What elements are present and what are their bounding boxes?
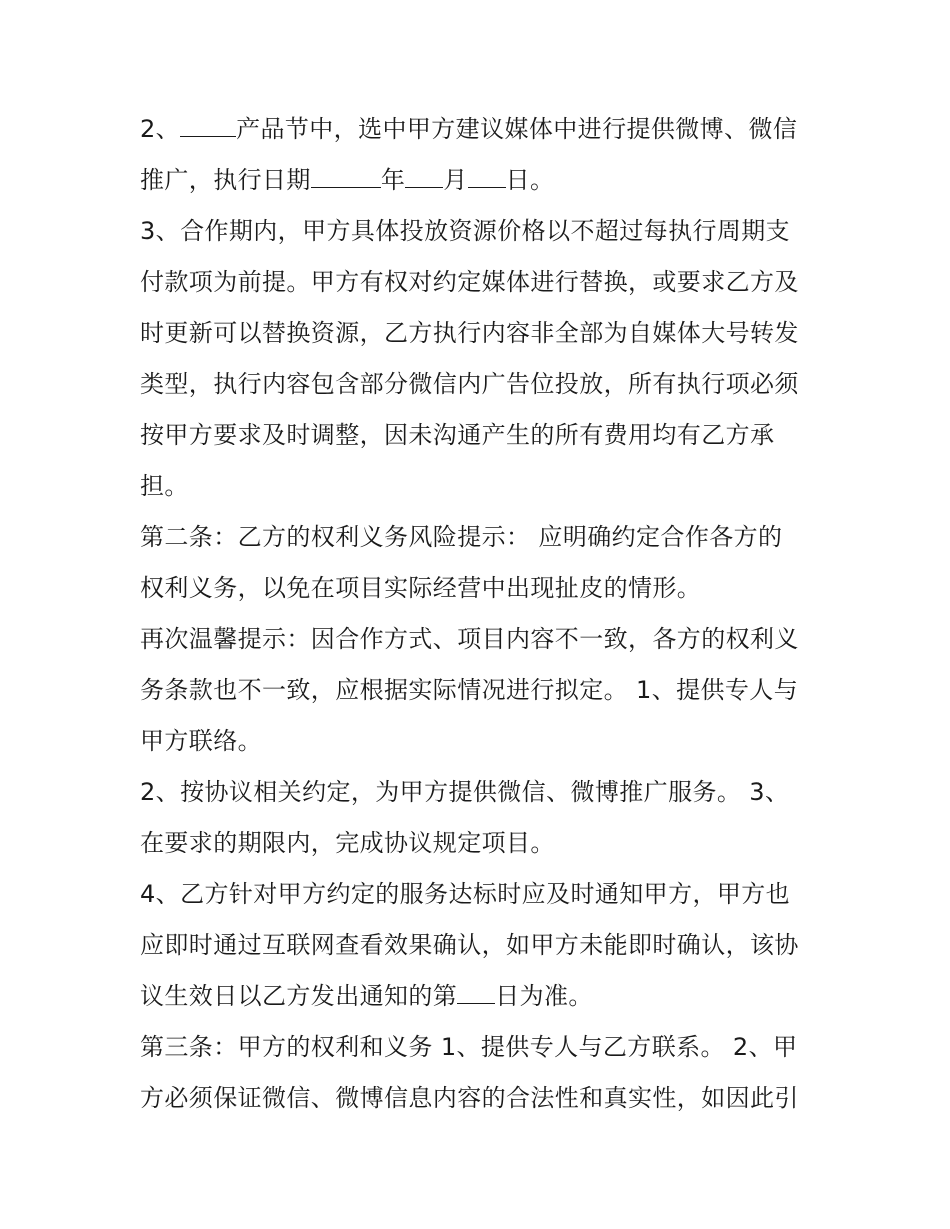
text-line: 甲方联络。 — [140, 727, 262, 755]
text-line: 4、乙方针对甲方约定的服务达标时应及时通知甲方，甲方也 — [140, 880, 791, 908]
text-line: 务条款也不一致，应根据实际情况进行拟定。 1、提供专人与 — [140, 676, 799, 704]
text-line: 2、按协议相关约定，为甲方提供微信、微博推广服务。 3、 — [140, 778, 790, 806]
article-2-heading — [140, 512, 820, 614]
fill-in-blank-day — [457, 979, 495, 1004]
text-line: 按甲方要求及时调整，因未沟通产生的所有费用均有乙方承 — [140, 421, 775, 449]
text-line: 时更新可以替换资源，乙方执行内容非全部为自媒体大号转发 — [140, 319, 799, 347]
text-line: 3、合作期内，甲方具体投放资源价格以不超过每执行周期支 — [140, 217, 791, 245]
text-line: 应即时通过互联网查看效果确认，如甲方未能即时确认，该协 — [140, 931, 799, 959]
fill-in-blank-year — [311, 163, 381, 188]
text-line: 第二条：乙方的权利义务风险提示： 应明确约定合作各方的 — [140, 523, 783, 551]
text-line: 权利义务，以免在项目实际经营中出现扯皮的情形。 — [140, 574, 702, 602]
text-fragment: 日。 — [505, 166, 555, 194]
text-line — [140, 104, 820, 155]
text-line: 类型，执行内容包含部分微信内广告位投放，所有执行项必须 — [140, 370, 799, 398]
fill-in-blank-month — [405, 163, 443, 188]
clause-3-pricing — [140, 206, 820, 512]
text-fragment: 2、 — [140, 115, 181, 143]
reminder-paragraph — [140, 614, 820, 767]
text-fragment: 年 — [380, 166, 406, 194]
text-line: 第三条：甲方的权利和义务 1、提供专人与乙方联系。 2、甲 — [140, 1033, 798, 1061]
text-fragment: 日为准。 — [495, 982, 593, 1010]
party-b-items-2-3 — [140, 767, 820, 869]
article-3-heading — [140, 1022, 820, 1124]
text-line: 担。 — [140, 472, 189, 500]
text-line: 付款项为前提。甲方有权对约定媒体进行替换，或要求乙方及 — [140, 268, 799, 296]
fill-in-blank-day — [468, 163, 506, 188]
text-line — [140, 971, 820, 1022]
text-fragment: 月 — [443, 166, 468, 194]
text-line: 在要求的期限内，完成协议规定项目。 — [140, 829, 555, 857]
text-line: 方必须保证微信、微博信息内容的合法性和真实性，如因此引 — [140, 1084, 799, 1112]
text-fragment: 议生效日以乙方发出通知的第 — [140, 982, 458, 1010]
text-fragment: 推广，执行日期 — [140, 166, 311, 194]
document-body — [140, 104, 820, 1124]
party-b-item-4 — [140, 869, 820, 1022]
text-line: 再次温馨提示：因合作方式、项目内容不一致，各方的权利义 — [140, 625, 799, 653]
fill-in-blank — [180, 112, 236, 137]
text-fragment: 产品节中，选中甲方建议媒体中进行提供微博、微信 — [236, 115, 798, 143]
text-line — [140, 155, 820, 206]
clause-2-schedule — [140, 104, 820, 206]
